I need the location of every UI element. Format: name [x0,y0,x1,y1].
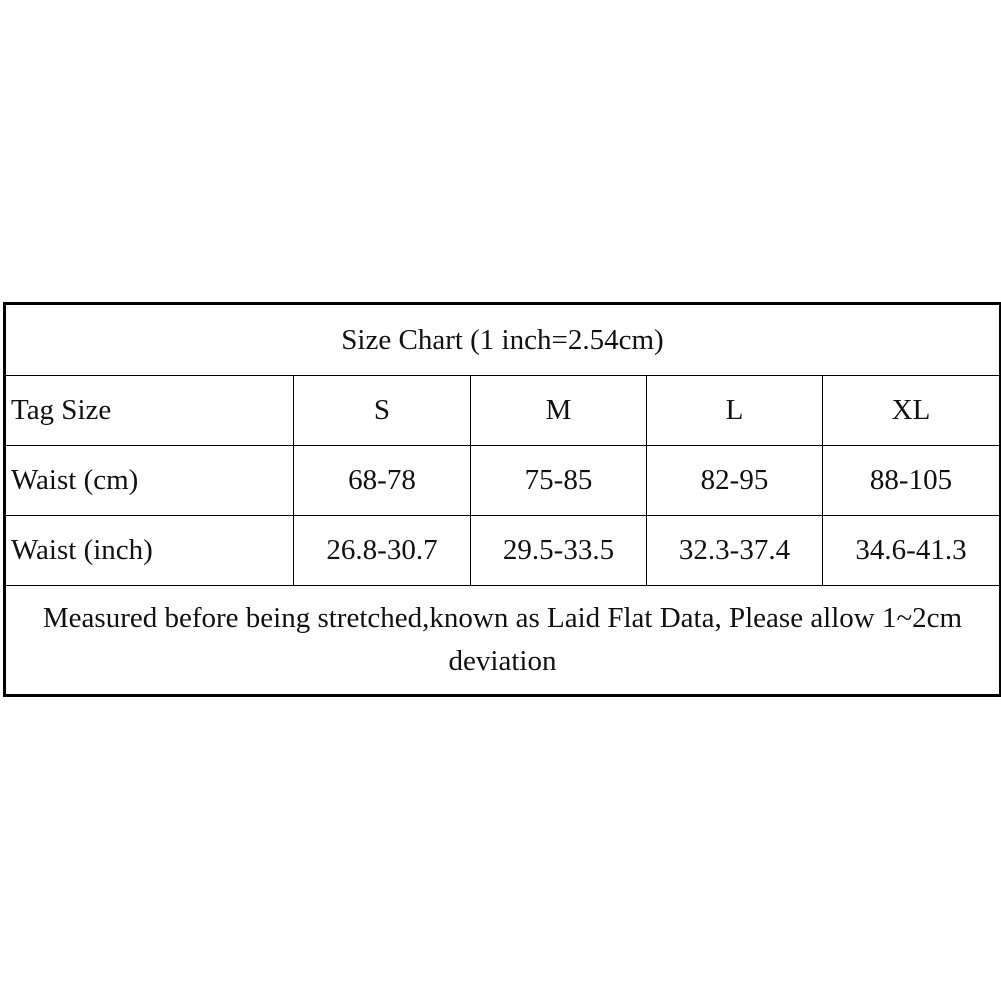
size-s-cell: S [294,376,471,446]
waist-cm-label: Waist (cm) [5,446,294,516]
waist-inch-xl-cell: 34.6-41.3 [823,516,1001,586]
waist-cm-l-cell: 82-95 [647,446,823,516]
waist-inch-m-cell: 29.5-33.5 [471,516,647,586]
size-l-cell: L [647,376,823,446]
waist-cm-m-cell: 75-85 [471,446,647,516]
waist-inch-l-cell: 32.3-37.4 [647,516,823,586]
size-chart-title: Size Chart (1 inch=2.54cm) [5,304,1001,376]
waist-inch-s-cell: 26.8-30.7 [294,516,471,586]
size-m-cell: M [471,376,647,446]
size-xl-cell: XL [823,376,1001,446]
waist-inch-row [5,516,1001,586]
waist-cm-s-cell: 68-78 [294,446,471,516]
size-chart-table [3,302,1001,697]
tag-size-row [5,376,1001,446]
waist-cm-row [5,446,1001,516]
waist-inch-label: Waist (inch) [5,516,294,586]
note-row [5,586,1001,696]
tag-size-label: Tag Size [5,376,294,446]
title-row [5,304,1001,376]
waist-cm-xl-cell: 88-105 [823,446,1001,516]
measurement-note: Measured before being stretched,known as Laid Flat Data, Please allow 1~2cm deviation [5,586,1001,696]
